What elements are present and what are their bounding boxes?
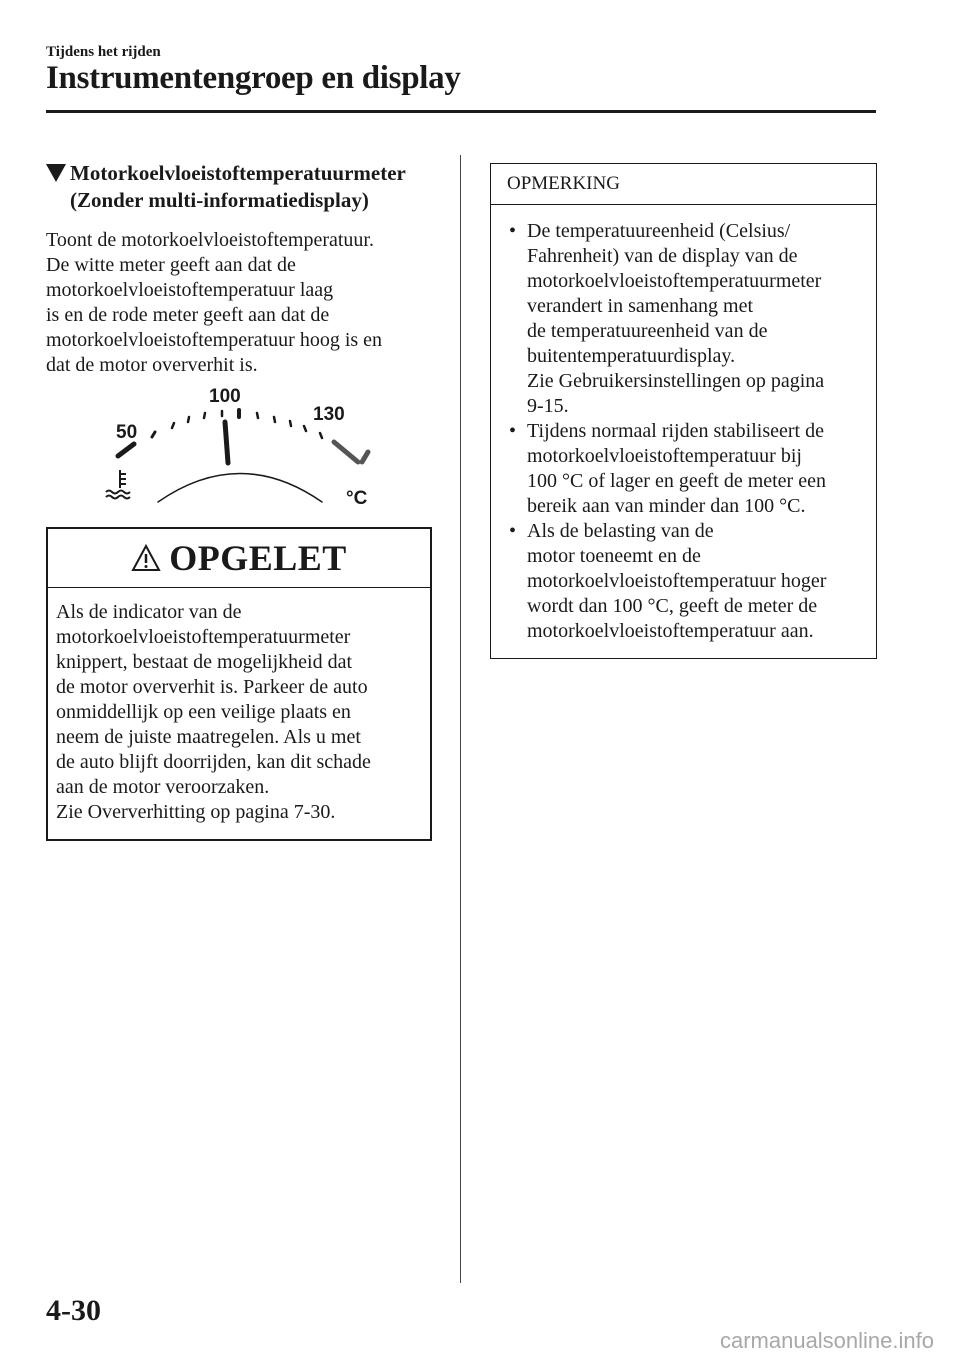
gauge-red-zone-end [362,452,368,462]
gauge-unit: °C [346,488,368,509]
note-line: motorkoelvloeistoftemperatuur hoger [527,570,827,592]
coolant-temperature-icon [106,470,130,499]
caution-line: aan de motor veroorzaken. [56,776,270,798]
caution-line: Zie Oververhitting op pagina 7-30. [56,801,336,823]
body-line: motorkoelvloeistoftemperatuur hoog is en [46,329,383,351]
note-line: De temperatuureenheid (Celsius/ [527,220,791,242]
caution-line: neem de juiste maatregelen. Als u met [56,726,361,748]
note-line: buitentemperatuurdisplay. [527,345,736,367]
note-list [491,205,876,644]
bullet-icon: • [509,220,517,242]
body-line: De witte meter geeft aan dat de [46,254,296,276]
note-title: OPMERKING [491,164,876,205]
gauge-needle [225,422,228,463]
gauge-red-zone [334,442,358,462]
section-body [46,228,436,378]
section-heading [46,160,436,214]
triangle-down-icon [46,164,66,182]
caution-box [46,527,432,841]
breadcrumb: Tijdens het rijden [46,44,161,60]
gauge-arc [158,474,322,503]
caution-line: onmiddellijk op een veilige plaats en [56,701,351,723]
note-line: Tijdens normaal rijden stabiliseert de [527,420,824,442]
caution-header [48,529,430,588]
gauge-tick-major [118,444,134,456]
gauge-label-130: 130 [313,404,345,425]
note-line: motorkoelvloeistoftemperatuur aan. [527,620,814,642]
temperature-gauge-illustration [100,380,380,510]
note-line: verandert in samenhang met [527,295,754,317]
caution-title: OPGELET [169,538,347,578]
section-heading-line1: Motorkoelvloeistoftemperatuurmeter [70,161,406,185]
caution-line: Als de indicator van de [56,601,242,623]
gauge-tick [304,426,306,431]
note-line: motor toeneemt en de [527,545,701,567]
gauge-tick [320,433,322,438]
page-title: Instrumentengroep en display [46,60,461,96]
page-number: 4-30 [46,1294,101,1327]
note-line: 100 °C of lager en geeft de meter een [527,470,826,492]
note-box [490,163,877,659]
note-line: 9-15. [527,395,569,417]
body-line: motorkoelvloeistoftemperatuur laag [46,279,334,301]
note-line: motorkoelvloeistoftemperatuur bij [527,445,802,467]
gauge-label-50: 50 [116,422,138,443]
gauge-tick [274,417,275,422]
column-divider [460,155,461,1283]
note-line: Als de belasting van de [527,520,714,542]
left-column [46,160,436,378]
note-line: Zie Gebruikersinstellingen op pagina [527,370,825,392]
note-item [509,419,868,519]
watermark: carmanualsonline.info [719,1328,934,1353]
caution-line: de auto blijft doorrijden, kan dit schade [56,751,371,773]
bullet-icon: • [509,420,517,442]
gauge-tick [172,423,174,428]
note-line: bereik aan van minder dan 100 °C. [527,495,806,517]
header-rule [46,110,876,113]
gauge-tick [152,432,155,437]
caution-line: de motor oververhit is. Parkeer de auto [56,676,368,698]
caution-line: knippert, bestaat de mogelijkheid dat [56,651,353,673]
body-line: is en de rode meter geeft aan dat de [46,304,330,326]
note-line: Fahrenheit) van de display van de [527,245,798,267]
gauge-tick [257,413,258,418]
gauge-tick [188,417,189,422]
caution-line: motorkoelvloeistoftemperatuurmeter [56,626,351,648]
note-item [509,219,868,419]
gauge-label-100: 100 [209,386,241,407]
gauge-tick [204,413,205,418]
note-line: wordt dan 100 °C, geeft de meter de [527,595,818,617]
caution-body [48,588,430,825]
bullet-icon: • [509,520,517,542]
gauge-tick [290,421,291,426]
body-line: dat de motor oververhit is. [46,354,258,376]
note-line: de temperatuureenheid van de [527,320,768,342]
warning-triangle-icon [131,544,161,572]
section-heading-line2: (Zonder multi-informatiedisplay) [70,188,369,212]
note-line: motorkoelvloeistoftemperatuurmeter [527,270,822,292]
body-line: Toont de motorkoelvloeistoftemperatuur. [46,229,374,251]
note-item [509,519,868,644]
